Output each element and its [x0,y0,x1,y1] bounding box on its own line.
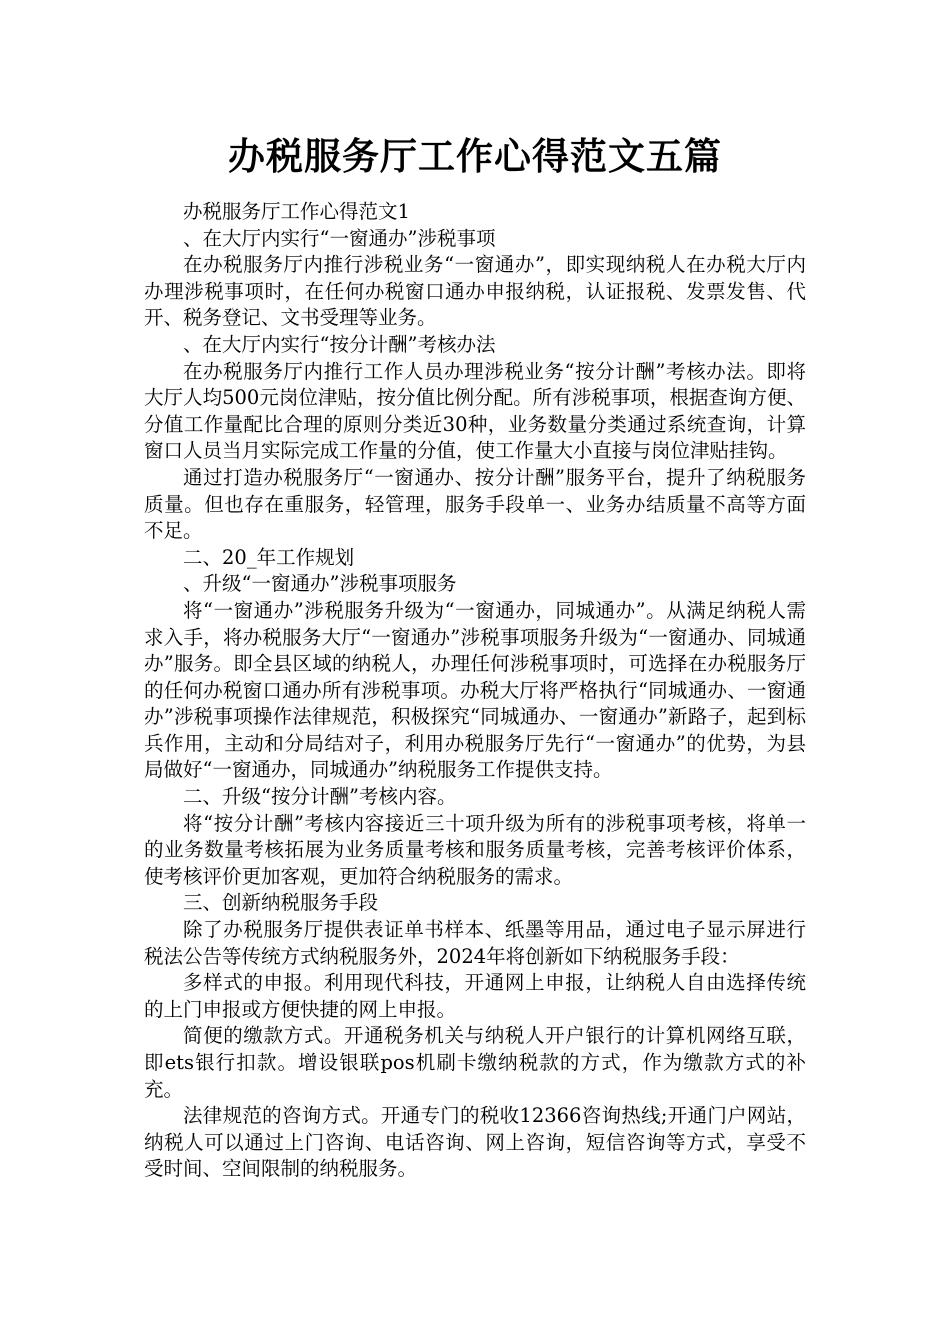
paragraph: 多样式的申报。利用现代科技，开通网上申报，让纳税人自由选择传统的上门申报或方便快捷的网上申报。 [144,971,806,1021]
section-heading: 二、20_年工作规划 [183,545,355,569]
section-heading: 办税服务厅工作心得范文1 [183,200,410,223]
subsection-heading: 、在大厅内实行“一窗通办”涉税事项 [183,226,496,250]
paragraph: 将“一窗通办”涉税服务升级为“一窗通办，同城通办”。从满足纳税人需求入手，将办税服务大厅“一窗通办”涉税事项服务升级为“一窗通办、同城通办”服务。即全县区域的纳税人，办理任何涉税事项时，可选择在办税服务厅的任何办税窗口通办所有涉税事项。办税大厅将严格执行“同城通办、一窗通办”涉税事项操作法律规范，积极探究“同城通办、一窗通办”新路子，起到标兵作用，主动和分局结对子，利用办税服务厅先行“一窗通办”的优势，为县局做好“一窗通办，同城通办”纳税服务工作提供支持。 [144,598,806,782]
document-body [144,199,806,1183]
paragraph: 除了办税服务厅提供表证单书样本、纸墨等用品，通过电子显示屏进行税法公告等传统方式纳税服务外，2024年将创新如下纳税服务手段： [144,918,806,968]
subsection-heading: 、在大厅内实行“按分计酬”考核办法 [183,332,496,356]
section-heading: 三、创新纳税服务手段 [183,891,379,915]
paragraph: 将“按分计酬”考核内容接近三十项升级为所有的涉税事项考核，将单一的业务数量考核拓展为业务质量考核和服务质量考核，完善考核评价体系，使考核评价更加客观，更加符合纳税服务的需求。 [144,811,806,888]
subsection-heading: 、升级“一窗通办”涉税事项服务 [183,572,457,596]
paragraph: 在办税服务厅内推行工作人员办理涉税业务“按分计酬”考核办法。即将大厅人均500元岗位津贴，按分值比例分配。所有涉税事项，根据查询方便、分值工作量配比合理的原则分类近30种，业务数量分类通过系统查询，计算窗口人员当月实际完成工作量的分值，使工作量大小直接与岗位津贴挂钩。 [144,359,806,463]
subsection-heading: 二、升级“按分计酬”考核内容。 [183,785,457,809]
paragraph: 简便的缴款方式。开通税务机关与纳税人开户银行的计算机网络互联，即ets银行扣款。增设银联pos机刷卡缴纳税款的方式，作为缴款方式的补充。 [144,1024,806,1101]
document-title: 办税服务厅工作心得范文五篇 [228,135,722,178]
paragraph: 在办税服务厅内推行涉税业务“一窗通办”，即实现纳税人在办税大厅内办理涉税事项时，在任何办税窗口通办申报纳税，认证报税、发票发售、代开、税务登记、文书受理等业务。 [144,253,806,330]
paragraph: 法律规范的咨询方式。开通专门的税收12366咨询热线;开通门户网站，纳税人可以通过上门咨询、电话咨询、网上咨询，短信咨询等方式，享受不受时间、空间限制的纳税服务。 [144,1104,806,1181]
paragraph: 通过打造办税服务厅“一窗通办、按分计酬”服务平台，提升了纳税服务质量。但也存在重服务，轻管理，服务手段单一、业务办结质量不高等方面不足。 [144,465,806,543]
